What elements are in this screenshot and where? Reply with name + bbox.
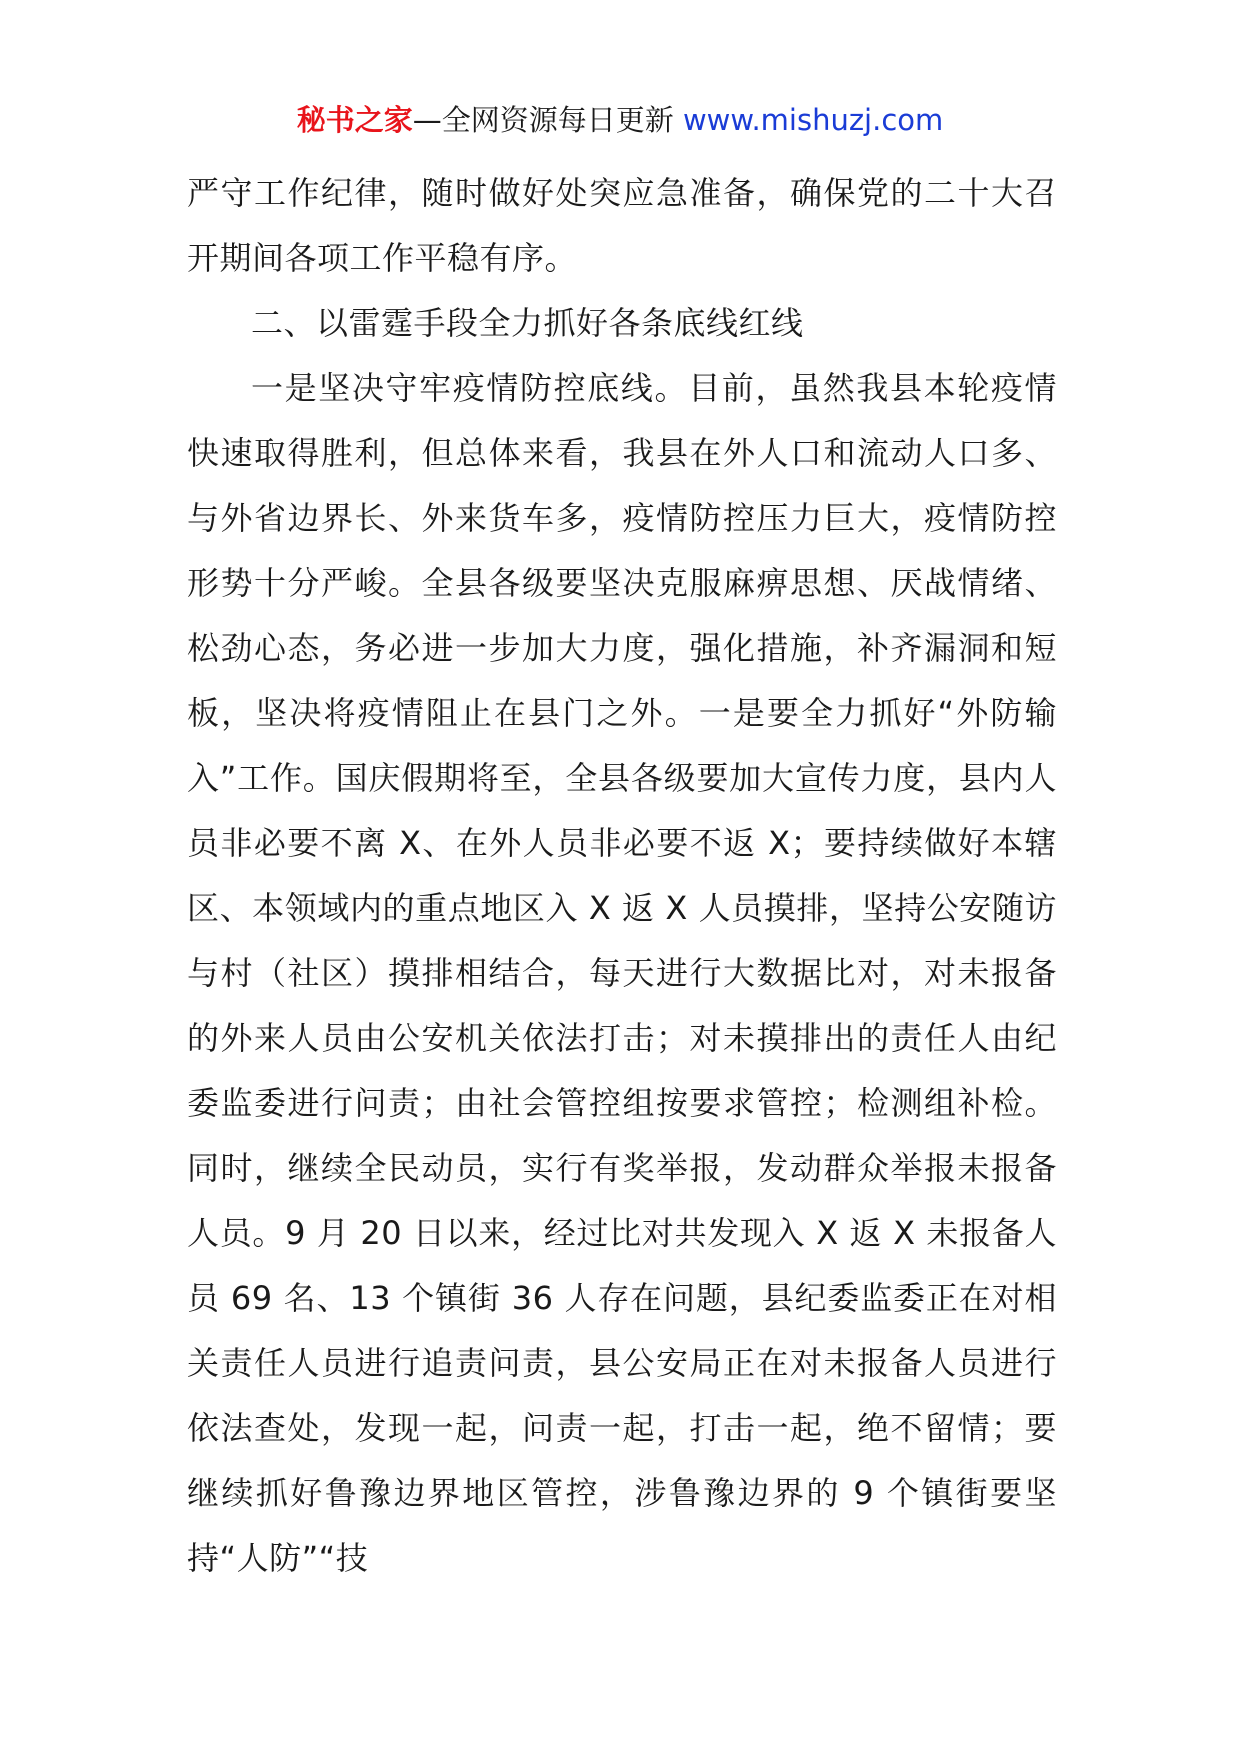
header-brand: 秘书之家 [296, 103, 413, 137]
header-slogan: —全网资源每日更新 [412, 103, 674, 137]
paragraph-continuation: 严守工作纪律，随时做好处突应急准备，确保党的二十大召开期间各项工作平稳有序。 [187, 174, 1057, 277]
page-header [0, 100, 1240, 140]
section-heading: 二、以雷霆手段全力抓好各条底线红线 [251, 304, 804, 342]
header-url-link[interactable]: www.mishuzj.com [682, 103, 944, 137]
paragraph-body: 一是坚决守牢疫情防控底线。目前，虽然我县本轮疫情快速取得胜利，但总体来看，我县在外人口和流动人口多、与外省边界长、外来货车多，疫情防控压力巨大，疫情防控形势十分严峻。全县各级要坚决克服麻痹思想、厌战情绪、松劲心态，务必进一步加大力度，强化措施，补齐漏洞和短板，坚决将疫情阻止在县门之外。一是要全力抓好“外防输入”工作。国庆假期将至，全县各级要加大宣传力度，县内人员非必要不离 X、在外人员非必要不返 X；要持续做好本辖区、本领域内的重点地区入 X 返 X 人员摸排，坚持公安随访与村（社区）摸排相结合，每天进行大数据比对，对未报备的外来人员由公安机关依法打击；对未摸排出的责任人由纪委监委进行问责；由社会管控组按要求管控；检测组补检。同时，继续全民动员，实行有奖举报，发动群众举报未报备人员。9 月 20 日以来，经过比对共发现入 X 返 X 未报备人员 69 名、13 个镇街 36 人存在问题，县纪委监委正在对相关责任人员进行追责问责，县公安局正在对未报备人员进行依法查处，发现一起，问责一起，打击一起，绝不留情；要继续抓好鲁豫边界地区管控，涉鲁豫边界的 9 个镇街要坚持“人防”“技 [187, 369, 1057, 1577]
document-body [187, 161, 1057, 1591]
